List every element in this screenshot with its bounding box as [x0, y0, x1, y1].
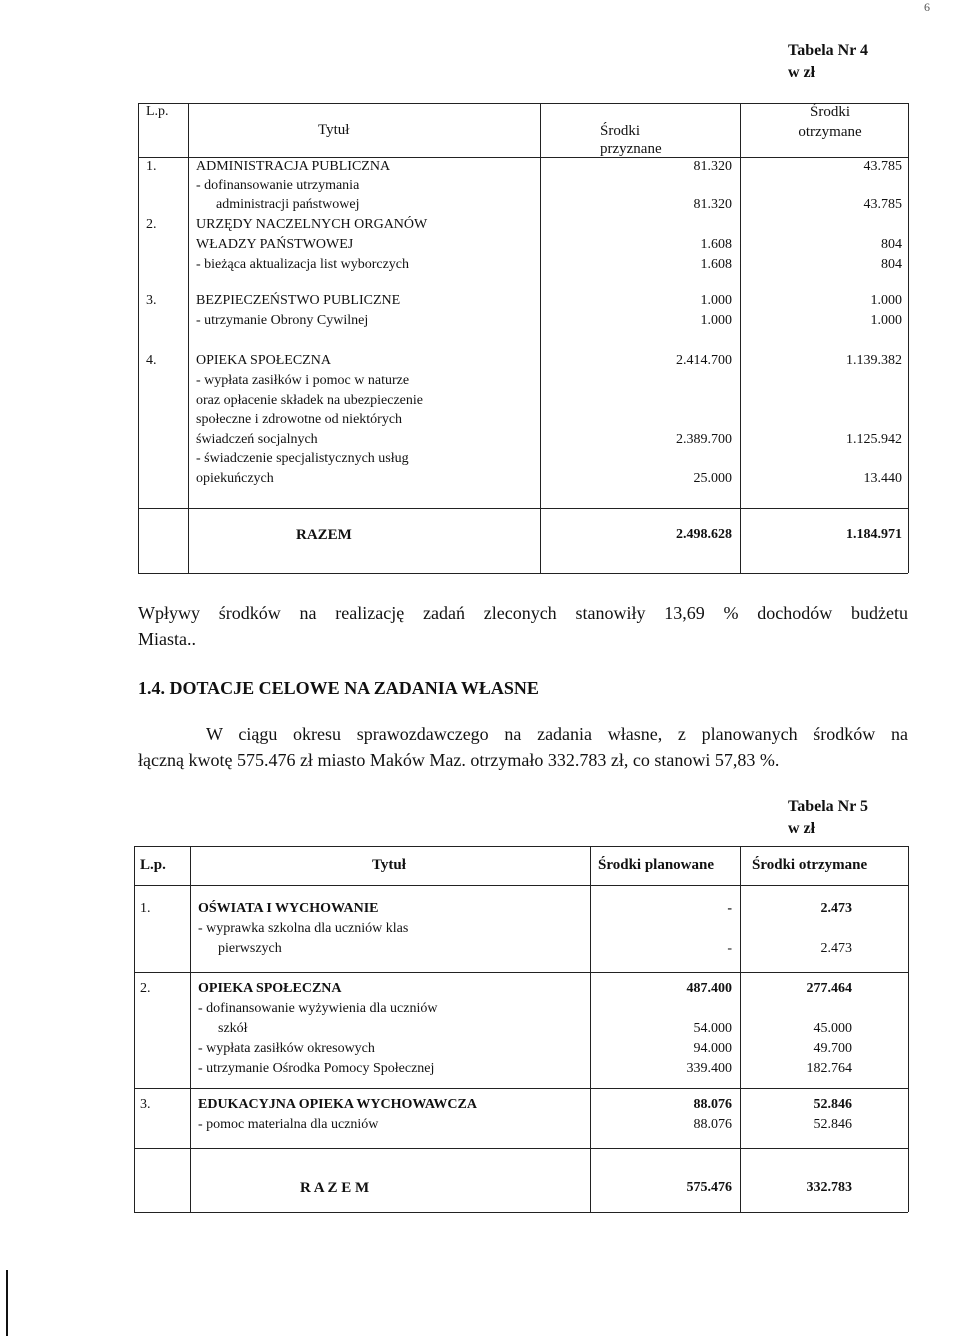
- table5-total-separator: [134, 1148, 908, 1149]
- table4-total-received: 1.184.971: [846, 527, 902, 542]
- row-value-a: 2.414.700: [676, 353, 732, 368]
- row-value-b: 45.000: [813, 1021, 852, 1036]
- row-title: - wypłata zasiłków i pomoc w naturze: [196, 373, 410, 388]
- row-title: - wypłata zasiłków okresowych: [198, 1041, 375, 1056]
- table5-header-lp: L.p.: [140, 857, 166, 873]
- row-title: - świadczenie specjalistycznych usług: [196, 451, 409, 466]
- table4-header-lp: L.p.: [146, 104, 169, 119]
- row-title: szkół: [218, 1021, 248, 1036]
- paragraph-own-tasks: W ciągu okresu sprawozdawczego na zadania własne, z planowanych środków na: [206, 724, 908, 744]
- row-value-b: 1.139.382: [846, 353, 902, 368]
- table5-row2-separator: [134, 1088, 908, 1089]
- row-title: - utrzymanie Obrony Cywilnej: [196, 313, 369, 328]
- table5-header-received: Środki otrzymane: [752, 857, 868, 873]
- paragraph-own-tasks-end: łączną kwotę 575.476 zł miasto Maków Maz. otrzymało 332.783 zł, co stanowi 57,83 %.: [138, 750, 780, 770]
- table4-header-title: Tytuł: [318, 122, 350, 138]
- row-value-b: 1.125.942: [846, 432, 902, 447]
- row-title: EDUKACYJNA OPIEKA WYCHOWAWCZA: [198, 1097, 477, 1112]
- row-value-a: 487.400: [686, 981, 732, 996]
- table5-total-planned: 575.476: [686, 1180, 732, 1195]
- row-lp: 3.: [146, 293, 157, 308]
- row-lp: 2.: [140, 981, 151, 996]
- row-title: OPIEKA SPOŁECZNA: [198, 981, 342, 996]
- row-value-a: 25.000: [693, 471, 732, 486]
- row-value-b: 1.000: [870, 313, 902, 328]
- margin-mark: [6, 1270, 8, 1336]
- table4-right-border: [908, 103, 909, 573]
- table5-header-planned: Środki planowane: [598, 857, 715, 873]
- paragraph-income-share-end: Miasta..: [138, 629, 196, 649]
- table4-left-border: [138, 103, 139, 573]
- row-title: WŁADZY PAŃSTWOWEJ: [196, 237, 354, 252]
- row-title: administracji państwowej: [216, 197, 360, 212]
- row-value-b: 52.846: [813, 1097, 852, 1112]
- row-value-b: 43.785: [863, 197, 902, 212]
- row-value-a: 81.320: [693, 197, 732, 212]
- table5-title: Tabela Nr 5: [788, 798, 869, 815]
- table4-total-label: RAZEM: [296, 527, 352, 543]
- row-value-a: 1.608: [700, 257, 732, 272]
- row-value-a: -: [727, 941, 732, 956]
- row-value-a: 339.400: [686, 1061, 732, 1076]
- row-value-a: -: [727, 901, 732, 916]
- row-title: - dofinansowanie utrzymania: [196, 178, 360, 193]
- table5-caption: [788, 796, 868, 840]
- row-value-a: 2.389.700: [676, 432, 732, 447]
- row-lp: 1.: [140, 901, 151, 916]
- row-title: społeczne i zdrowotne od niektórych: [196, 412, 403, 427]
- row-value-a: 1.608: [700, 237, 732, 252]
- row-title: URZĘDY NACZELNYCH ORGANÓW: [196, 217, 428, 232]
- section-heading-dotacje: 1.4. DOTACJE CELOWE NA ZADANIA WŁASNE: [138, 678, 539, 698]
- row-value-a: 54.000: [693, 1021, 732, 1036]
- table4-caption: [788, 40, 868, 84]
- row-lp: 2.: [146, 217, 157, 232]
- row-lp: 4.: [146, 353, 157, 368]
- row-title: ADMINISTRACJA PUBLICZNA: [196, 159, 391, 174]
- table4-total-separator: [138, 508, 908, 509]
- table5-total-received: 332.783: [806, 1180, 852, 1195]
- table5-bottom-border: [134, 1212, 908, 1213]
- row-value-b: 804: [881, 237, 902, 252]
- table5-unit: w zł: [788, 820, 816, 837]
- row-title: opiekuńczych: [196, 471, 274, 486]
- table4-header-granted: Środki przyznane: [600, 123, 662, 157]
- row-value-b: 13.440: [863, 471, 902, 486]
- row-title: oraz opłacenie składek na ubezpieczenie: [196, 393, 423, 408]
- row-title: OPIEKA SPOŁECZNA: [196, 353, 331, 368]
- row-value-b: 49.700: [813, 1041, 852, 1056]
- table5-col-sep-1: [190, 846, 191, 1212]
- row-value-b: 52.846: [813, 1117, 852, 1132]
- row-title: - wyprawka szkolna dla uczniów klas: [198, 921, 409, 936]
- row-value-b: 1.000: [870, 293, 902, 308]
- table5-header-title: Tytuł: [372, 857, 406, 873]
- row-value-b: 2.473: [820, 901, 852, 916]
- row-value-a: 94.000: [693, 1041, 732, 1056]
- row-value-b: 804: [881, 257, 902, 272]
- table5-total-label: R A Z E M: [300, 1180, 370, 1196]
- table5-right-border: [908, 846, 909, 1212]
- row-title: pierwszych: [218, 941, 282, 956]
- row-lp: 3.: [140, 1097, 151, 1112]
- row-title: - pomoc materialna dla uczniów: [198, 1117, 379, 1132]
- row-title: OŚWIATA I WYCHOWANIE: [198, 901, 379, 916]
- table4-unit: w zł: [788, 64, 816, 81]
- row-value-a: 1.000: [700, 293, 732, 308]
- paragraph-income-share: Wpływy środków na realizację zadań zleconych stanowiły 13,69 % dochodów budżetu: [138, 603, 908, 623]
- row-title: - utrzymanie Ośrodka Pomocy Społecznej: [198, 1061, 435, 1076]
- table5-row1-separator: [134, 972, 908, 973]
- row-value-a: 1.000: [700, 313, 732, 328]
- row-title: - bieżąca aktualizacja list wyborczych: [196, 257, 409, 272]
- table5-top-border: [134, 846, 908, 847]
- table4-title: Tabela Nr 4: [788, 42, 869, 59]
- row-title: - dofinansowanie wyżywienia dla uczniów: [198, 1001, 438, 1016]
- table5-header-separator: [134, 885, 908, 886]
- row-value-b: 277.464: [806, 981, 852, 996]
- table5-left-border: [134, 846, 135, 1212]
- row-value-b: 182.764: [806, 1061, 852, 1076]
- row-title: BEZPIECZEŃSTWO PUBLICZNE: [196, 293, 401, 308]
- table4-col-sep-1: [188, 103, 189, 573]
- table4-total-granted: 2.498.628: [676, 527, 732, 542]
- row-value-b: 43.785: [863, 159, 902, 174]
- row-value-a: 81.320: [693, 159, 732, 174]
- row-title: świadczeń socjalnych: [196, 432, 318, 447]
- table4-header-received: Środki otrzymane: [798, 104, 862, 140]
- table4-bottom-border: [138, 573, 908, 574]
- row-value-a: 88.076: [693, 1097, 732, 1112]
- row-lp: 1.: [146, 159, 157, 174]
- row-value-a: 88.076: [693, 1117, 732, 1132]
- page-number: 6: [924, 0, 930, 14]
- row-value-b: 2.473: [820, 941, 852, 956]
